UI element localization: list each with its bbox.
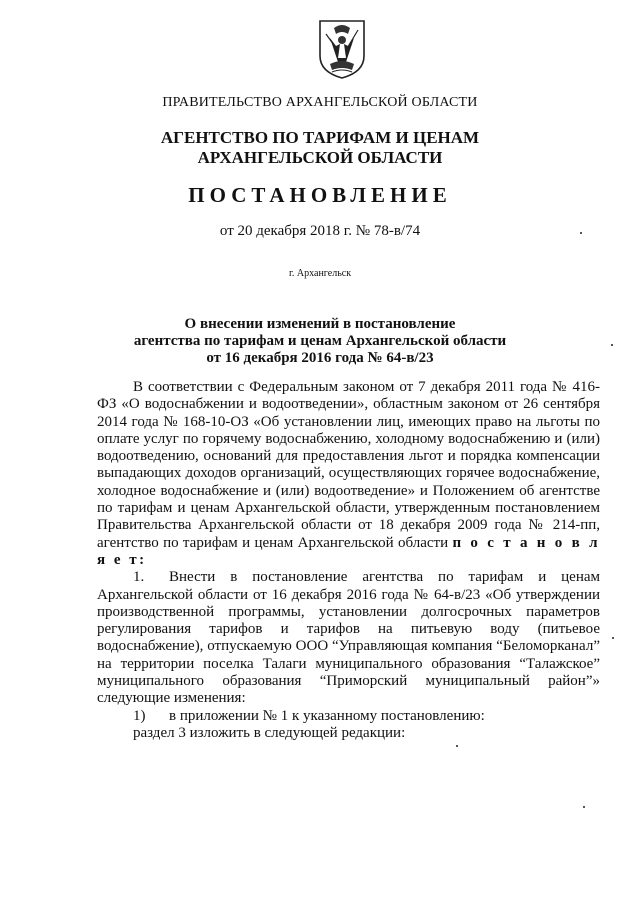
subitem-1 [97,708,600,725]
item-1-number: 1. [133,569,145,586]
document-date-number: от 20 декабря 2018 г. № 78-в/74 [219,223,421,239]
agency-name-line2: АРХАНГЕЛЬСКОЙ ОБЛАСТИ [197,148,443,167]
agency-name-line1: АГЕНТСТВО ПО ТАРИФАМ И ЦЕНАМ [160,128,480,147]
resolves-word: п о с т а н о в л я е т: [97,534,600,568]
subitem-1-number: 1) [133,707,146,724]
document-body [97,379,600,742]
document-city: г. Архангельск [288,268,352,279]
preamble-text: В соответствии с Федеральным законом от 7 декабря 2011 года № 416-ФЗ «О водоснабжении и водоотведении», областным законом от 26 сентября 2014 года № 168-10-ОЗ «Об установлении лиц, имеющих право на льготы по оплате услуг по горячему водоснабжению, холодному водоснабжению и (или) водоотведению, оснований для предоставления льгот и порядка компенсации выпадающих доходов организаций, осуществляющих горячее водоснабжение, холодное водоснабжение и (или) водоотведение» и Положением об агентстве по тарифам и ценам Архангельской области, утвержденным постановлением Правительства Архангельской области от 18 декабря 2009 года № 214-пп, агентство по тарифам и ценам Архангельской области [97,379,600,551]
scan-speck [456,745,458,747]
subitem-1-text: в приложении № 1 к указанному постановлению: [169,707,485,724]
scan-speck [611,344,613,346]
government-name: ПРАВИТЕЛЬСТВО АРХАНГЕЛЬСКОЙ ОБЛАСТИ [162,95,478,110]
item-1-text: Внести в постановление агентства по тарифам и ценам Архангельской области от 16 декабря 2016 года № 64-в/23 «Об утверждении производственной программы, установлении долгосрочных параметров регулирования тарифов и тарифов на питьевую воду (питьевое водоснабжение), отпускаемую ООО “Управляющая компания “Беломорканал” на территории поселка Талаги муниципального образования “Талажское” муниципального образования “Приморский муниципальный район”» следующие изменения: [97,569,600,707]
agency-name [0,128,640,168]
preamble-paragraph [97,379,600,569]
document-subject [0,316,640,367]
scan-speck [580,232,582,234]
subject-line1: О внесении изменений в постановление [184,316,456,332]
document-type: ПОСТАНОВЛЕНИЕ [188,183,452,207]
subject-line3: от 16 декабря 2016 года № 64-в/23 [206,350,434,366]
scan-speck [612,637,614,639]
section-instruction: раздел 3 изложить в следующей редакции: [133,724,406,741]
item-1 [97,569,600,707]
scan-speck [583,806,585,808]
coat-of-arms-emblem [316,18,368,80]
subject-line2: агентства по тарифам и ценам Архангельской области [133,333,507,349]
